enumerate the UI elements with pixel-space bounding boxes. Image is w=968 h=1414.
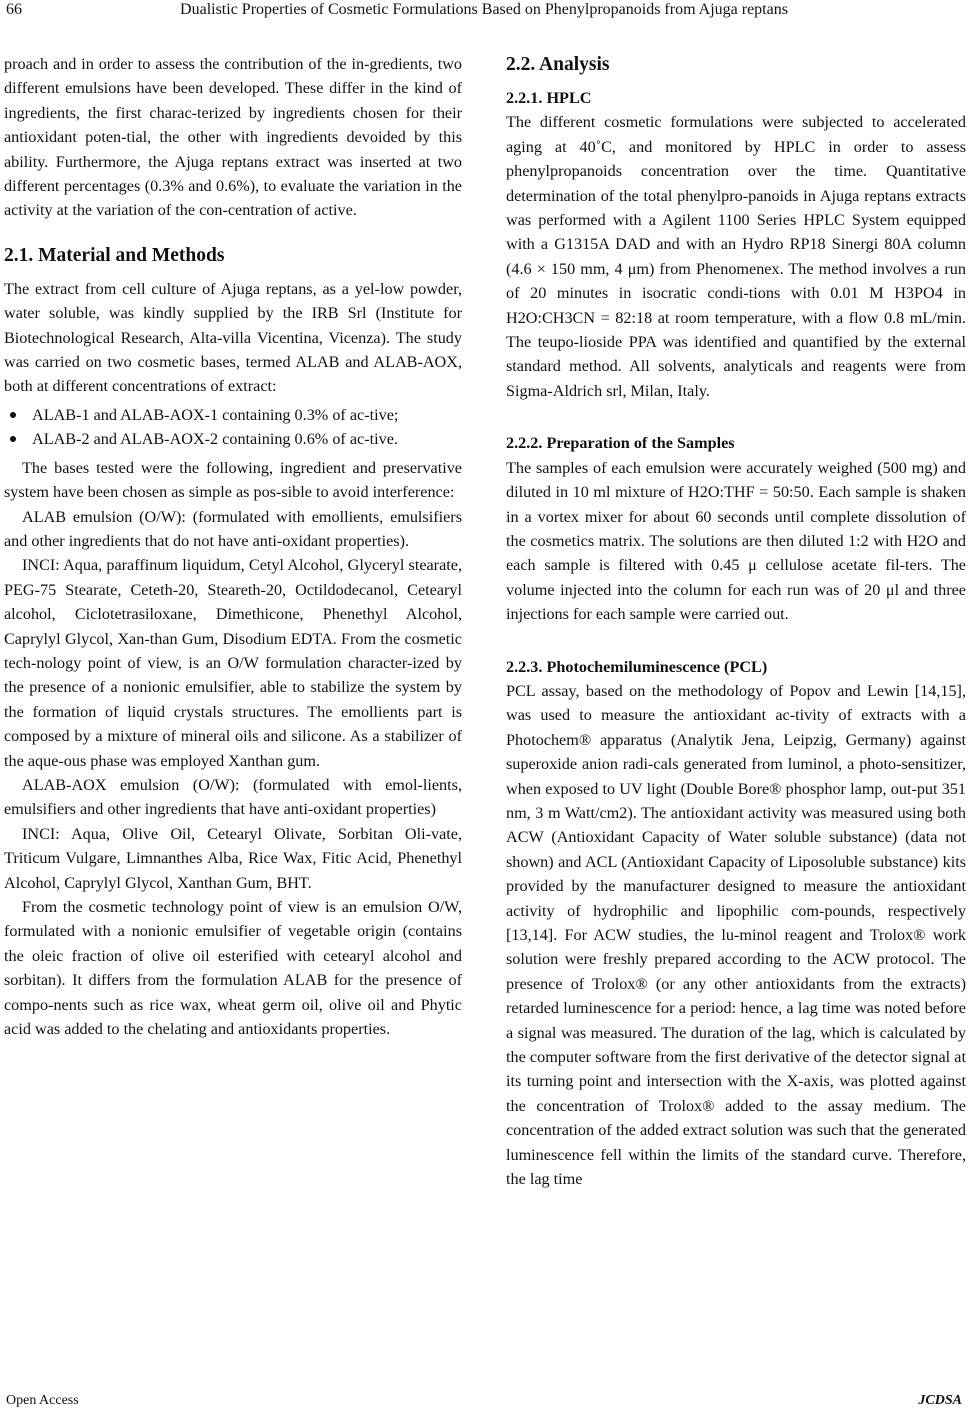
bases-paragraph: The bases tested were the following, ingredient and preservative system have been chosen as simple as pos-sible to avoid interference:	[4, 458, 462, 502]
concentration-list	[4, 403, 462, 452]
pcl-paragraph: PCL assay, based on the methodology of Popov and Lewin [14,15], was used to measure the antioxidant ac-tivity of extracts with a Photochem® apparatus (Analytik Jena, Leipzig, Germany) against superoxide anion radi-cals generated from luminol, a photo-sensitizer, when exposed to UV light (Double Bore® phosphor lamp, out-put 351 nm, 3 m Watt/cm2). The antioxidant activity was measured using both ACW (Antioxidant Capacity of Water soluble substance) (data not shown) and ACL (Antioxidant Capacity of Liposoluble substance) kits provided by the manufacturer designed to measure the antioxidant activity of hydrophilic and lipophilic com-pounds, respectively [13,14]. For ACW studies, the lu-minol reagent and Trolox® work solution were freshly prepared according to the ACW protocol. The presence of Trolox® (or any other antioxidants from the extracts) retarded luminescence for a period: hence, a lag time was noted before a signal was measured. The duration of the lag, which is calculated by the computer software from the first derivative of the detector signal at its turning point and intersection with the X-axis, was plotted against the concentration of Trolox® added to the assay medium. The concentration of the added extract solution was such that the generated luminescence fell within the limits of the standard curve. Therefore, the lag time	[506, 681, 966, 1189]
inci-alab-aox-paragraph: INCI: Aqua, Olive Oil, Cetearyl Olivate, Sorbitan Oli-vate, Triticum Vulgare, Limnanthes Alba, Rice Wax, Fitic Acid, Phenethyl Alcohol, Caprylyl Glycol, Xanthan Gum, BHT.	[4, 824, 462, 892]
extract-paragraph: The extract from cell culture of Ajuga reptans, as a yel-low powder, water soluble, was kindly supplied by the IRB Srl (Institute for Biotechnological Research, Alta-villa Vicentina, Vicenza). The study was carried on two cosmetic bases, termed ALAB and ALAB-AOX, both at different concentrations of extract:	[4, 279, 462, 396]
open-access-label: Open Access	[6, 1393, 79, 1408]
intro-paragraph: proach and in order to assess the contribution of the in-gredients, two different emulsions have been developed. These differ in the kind of ingredients, the first charac-terized by ingredients chosen for their antioxidant poten-tial, the other with ingredients devoided by this ability. Furthermore, the Ajuga reptans extract was inserted at two different percentages (0.3% and 0.6%), to evaluate the variation in the activity at the variation of the con-centration of active.	[4, 55, 462, 220]
left-column	[4, 52, 462, 1041]
cosmetic-technology-paragraph: From the cosmetic technology point of view is an emulsion O/W, formulated with a nonionic emulsifier of vegetable origin (contains the oleic fraction of olive oil esterified with cetearyl alcohol and sorbitan). It differs from the formulation ALAB for the presence of compo-nents such as rice wax, wheat germ oil, olive oil and Phytic acid was added to the chelating and antioxidants properties.	[4, 898, 462, 1039]
section-heading-analysis: 2.2. Analysis	[506, 54, 610, 75]
inci-alab-paragraph: INCI: Aqua, paraffinum liquidum, Cetyl Alcohol, Glyceryl stearate, PEG-75 Stearate, Ceteth-20, Steareth-20, Octildodecanol, Cetearyl alcohol, Ciclotetrasiloxane, Dimethicone, Phenethyl Alcohol, Caprylyl Glycol, Xan-than Gum, Disodium EDTA. From the cosmetic tech-nology point of view, is an O/W formulation character-ized by the presence of a nonionic emulsifier, able to stabilize the system by the formation of liquid crystals structures. The emollients part is composed by a mixture of mineral oils and silicone. As a stabilizer of the aque-ous phase was employed Xanthan gum.	[4, 556, 462, 770]
journal-abbreviation: JCDSA	[918, 1393, 962, 1408]
running-header	[0, 0, 968, 22]
running-title: Dualistic Properties of Cosmetic Formulations Based on Phenylpropanoids from Ajuga reptans	[180, 1, 788, 18]
page-number: 66	[6, 1, 22, 18]
preparation-paragraph: The samples of each emulsion were accurately weighed (500 mg) and diluted in 10 ml mixture of H2O:THF = 50:50. Each sample is shaken in a vortex mixer for about 60 seconds until complete dissolution of the cosmetics matrix. The solutions are then diluted 1:2 with H2O and each sample is filtered with 0.45 μ cellulose acetate fil-ters. The volume injected into the column for each run was of 20 μl and three injections for each sample were carried out.	[506, 458, 966, 624]
subsection-heading-preparation: 2.2.2. Preparation of the Samples	[506, 434, 735, 453]
list-item: ALAB-2 and ALAB-AOX-2 containing 0.6% of ac-tive.	[4, 427, 462, 451]
subsection-heading-hplc: 2.2.1. HPLC	[506, 89, 592, 107]
subsection-heading-pcl: 2.2.3. Photochemiluminescence (PCL)	[506, 657, 768, 676]
alab-aox-paragraph: ALAB-AOX emulsion (O/W): (formulated with emol-lients, emulsifiers and other ingredients that have anti-oxidant properties)	[4, 775, 462, 819]
list-item: ALAB-1 and ALAB-AOX-1 containing 0.3% of ac-tive;	[4, 403, 462, 427]
section-heading-material-methods: 2.1. Material and Methods	[4, 244, 225, 266]
hplc-paragraph: The different cosmetic formulations were subjected to accelerated aging at 40˚C, and monitored by HPLC in order to assess phenylpropanoids concentration over the time. Quantitative determination of the total phenylpro-panoids in Ajuga reptans extracts was performed with a Agilent 1100 Series HPLC System equipped with a G1315A DAD and with an Hydro RP18 Sinergi 80A column (4.6 × 150 mm, 4 μm) from Phenomenex. The method involves a run of 20 minutes in isocratic condi-tions with 0.01 M H3PO4 in H2O:CH3CN = 82:18 at room temperature, with a flow 0.8 mL/min. The teupo-lioside PPA was identified and quantified by the external standard method. All solvents, analyticals and reagents were from Sigma-Aldrich srl, Milan, Italy.	[506, 113, 966, 400]
alab-paragraph: ALAB emulsion (O/W): (formulated with emollients, emulsifiers and other ingredients that do not have anti-oxidant properties).	[4, 507, 462, 550]
right-column	[506, 52, 966, 1191]
